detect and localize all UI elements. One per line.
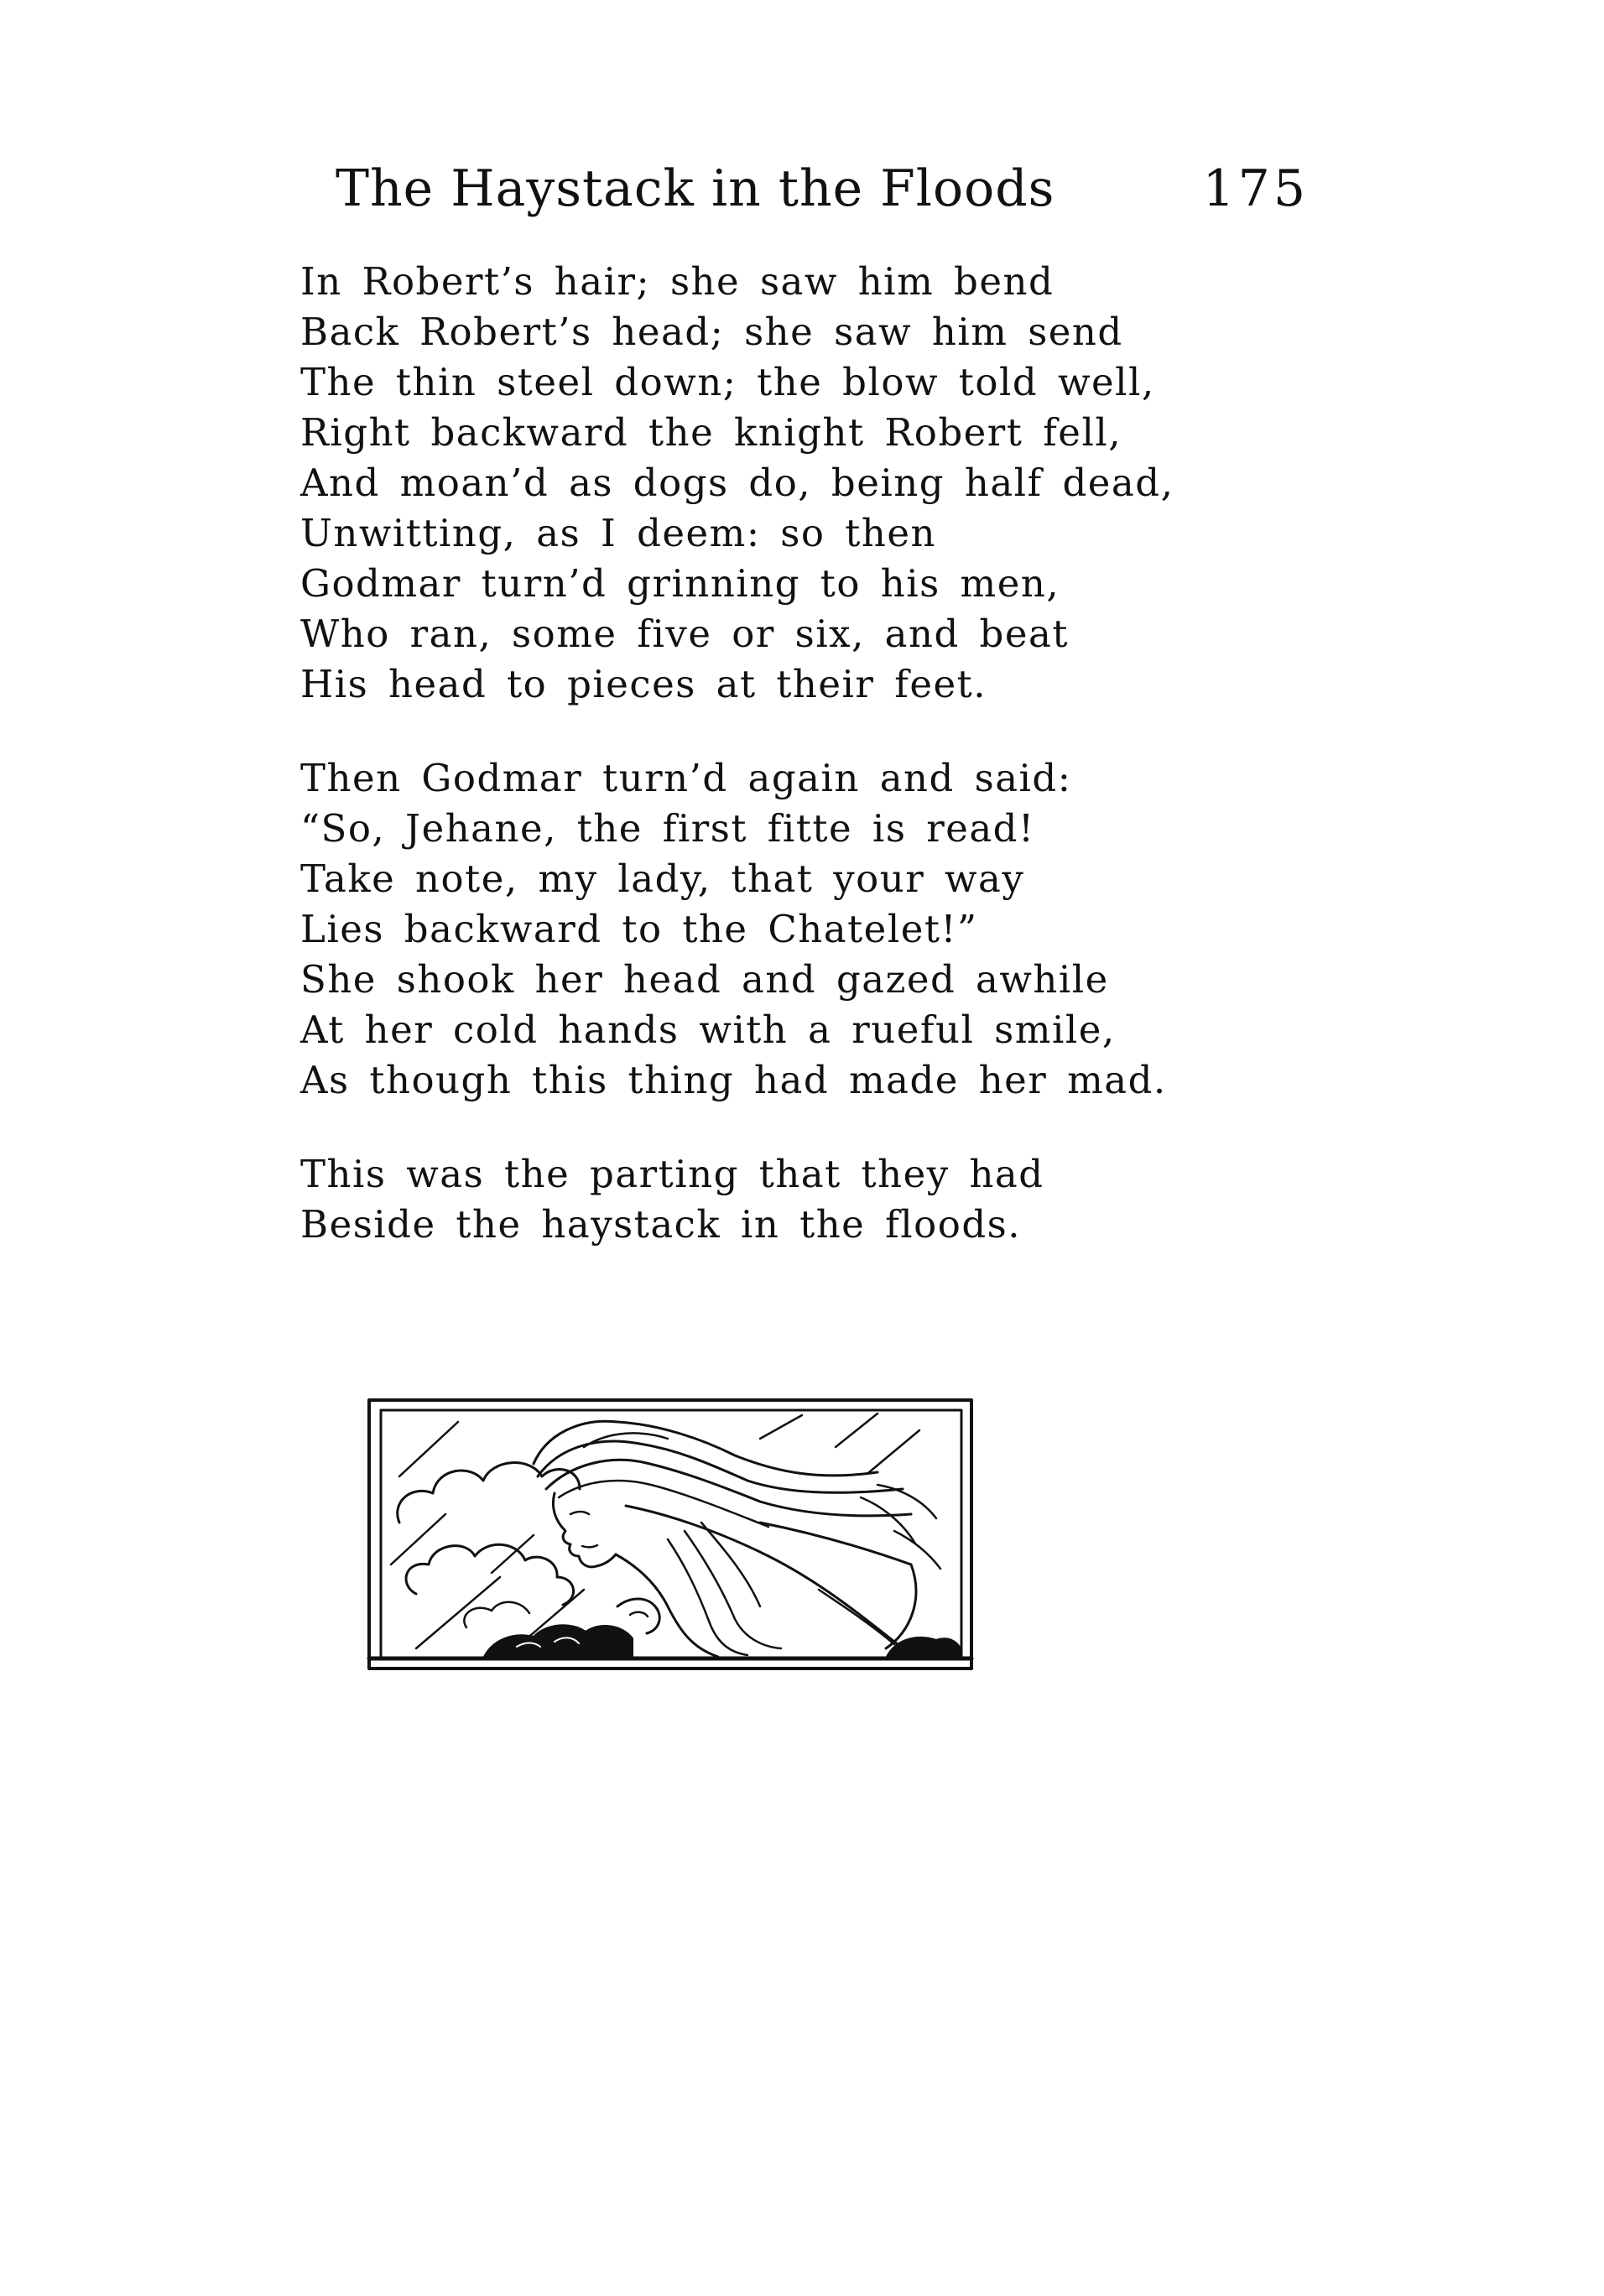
tailpiece-illustration: [366, 1397, 975, 1672]
poem-line: Unwitting, as I deem: so then: [300, 511, 936, 555]
stanza-1: [300, 257, 1174, 710]
woman-bowed-in-wind-illustration-icon: [366, 1397, 975, 1672]
poem-line: Then Godmar turn’d again and said:: [300, 756, 1072, 800]
stanza-3: [300, 1149, 1139, 1250]
poem-line: Take note, my lady, that your way: [300, 856, 1025, 901]
poem-line: And moan’d as dogs do, being half dead,: [300, 461, 1174, 505]
stanza-2: [300, 753, 1167, 1106]
poem-line: As though this thing had made her mad.: [300, 1058, 1167, 1102]
poem-line: This was the parting that they had: [300, 1152, 1044, 1196]
poem-line: “So, Jehane, the first fitte is read!: [300, 806, 1035, 851]
poem-line: Beside the haystack in the floods.: [300, 1202, 1022, 1247]
poem-line: The thin steel down; the blow told well,: [300, 360, 1155, 404]
poem-line: Back Robert’s head; she saw him send: [300, 310, 1123, 354]
poem-line: Godmar turn’d grinning to his men,: [300, 561, 1060, 606]
poem-line: She shook her head and gazed awhile: [300, 957, 1109, 1002]
poem-line: Lies backward to the Chatelet!”: [300, 907, 978, 951]
running-head: [336, 159, 1309, 226]
page-number: 175: [1202, 159, 1309, 218]
poem-line: His head to pieces at their feet.: [300, 662, 987, 706]
poem-line: Right backward the knight Robert fell,: [300, 410, 1122, 455]
running-title: The Haystack in the Floods: [336, 159, 1055, 218]
poem-line: In Robert’s hair; she saw him bend: [300, 259, 1055, 304]
poem-line: Who ran, some five or six, and beat: [300, 612, 1069, 656]
poem-body: [300, 257, 1174, 1294]
poem-line: At her cold hands with a rueful smile,: [300, 1007, 1116, 1052]
